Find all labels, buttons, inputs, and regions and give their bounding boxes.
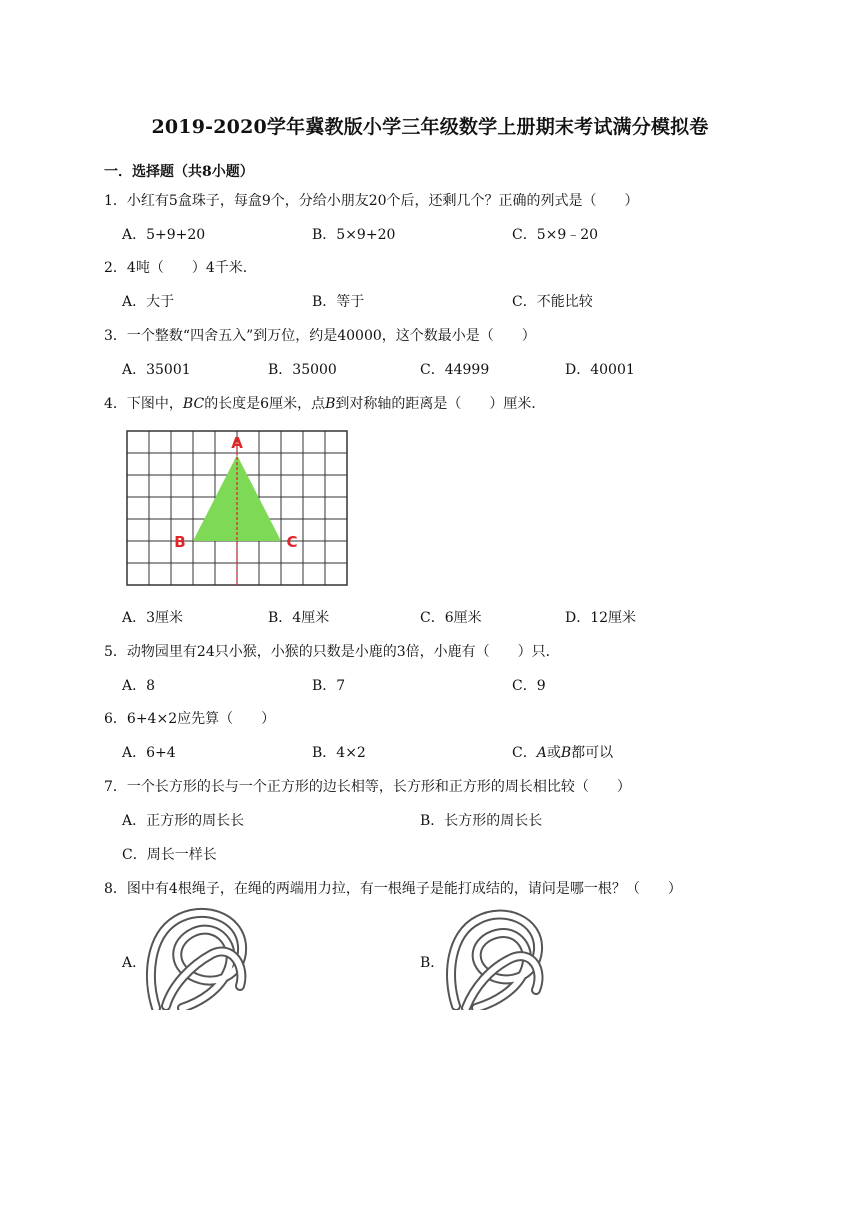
rope-knot-a-image: [142, 906, 250, 1010]
q1-option-a: A．5+9+20: [122, 227, 206, 243]
question-number: 4．: [104, 396, 127, 412]
question-7: [104, 776, 631, 796]
q3-option-b: B．35000: [268, 362, 337, 378]
q7-option-a: A．正方形的周长长: [122, 813, 245, 829]
question-8: [104, 878, 682, 898]
question-text: 一个整数“四舍五入”到万位，约是40000，这个数最小是（ ）: [126, 328, 536, 344]
q2-option-c: C．不能比较: [512, 294, 593, 310]
question-1: [104, 190, 639, 210]
question-text: 图中有4根绳子，在绳的两端用力拉，有一根绳子是能打成结的，请问是哪一根？（ ）: [126, 881, 682, 897]
vertex-label-a: A: [231, 434, 243, 452]
q6-option-b: B．4×2: [312, 745, 366, 761]
question-text: 6+4×2应先算（ ）: [126, 711, 276, 727]
point-label: B: [325, 396, 336, 412]
q5-option-a: A．8: [122, 678, 156, 694]
rope-knot-b-image: [440, 906, 548, 1010]
question-text-pre: 下图中，: [126, 396, 183, 412]
question-text: 小红有5盒珠子，每盒9个，分给小朋友20个后，还剩几个？正确的列式是（ ）: [126, 193, 639, 209]
option-c-prefix: C．: [512, 745, 537, 761]
q4-option-c: C．6厘米: [420, 610, 482, 626]
segment-label: BC: [182, 396, 205, 412]
question-number: 7．: [104, 779, 127, 795]
question-number: 1．: [104, 193, 127, 209]
vertex-label-b: B: [174, 533, 186, 551]
option-c-mid: 或: [546, 745, 561, 761]
q4-option-a: A．3厘米: [122, 610, 184, 626]
q4-option-d: D．12厘米: [565, 610, 637, 626]
question-number: 8．: [104, 881, 127, 897]
q3-option-d: D．40001: [565, 362, 635, 378]
q6-option-a: A．6+4: [122, 745, 176, 761]
q3-option-c: C．44999: [420, 362, 490, 378]
q5-option-b: B．7: [312, 678, 346, 694]
q7-option-b: B．长方形的周长长: [420, 813, 543, 829]
q6-option-c: [512, 742, 613, 762]
question-number: 6．: [104, 711, 127, 727]
question-2: [104, 257, 257, 277]
q2-option-b: B．等于: [312, 294, 365, 310]
q5-option-c: C．9: [512, 678, 546, 694]
question-number: 5．: [104, 644, 127, 660]
q2-option-a: A．大于: [122, 294, 175, 310]
option-c-var-b: B: [560, 745, 572, 761]
question-number: 2．: [104, 260, 127, 276]
q3-option-a: A．35001: [122, 362, 191, 378]
q8-option-a: A．: [122, 955, 147, 971]
question-6: [104, 708, 275, 728]
question-3: [104, 325, 536, 345]
question-text-mid: 的长度是6厘米，点: [204, 396, 326, 412]
question-5: [104, 641, 560, 661]
question-text: 4吨（ ）4千米．: [126, 260, 257, 276]
page-title: 2019-2020学年冀教版小学三年级数学上册期末考试满分模拟卷: [151, 116, 709, 138]
question-number: 3．: [104, 328, 127, 344]
option-c-var-a: A: [536, 745, 547, 761]
section-heading: 一．选择题（共8小题）: [104, 164, 254, 180]
q8-option-b: B．: [420, 955, 445, 971]
q7-option-c: C．周长一样长: [122, 847, 217, 863]
question-text: 动物园里有24只小猴，小猴的只数是小鹿的3倍，小鹿有（ ）只．: [126, 644, 560, 660]
q4-option-b: B．4厘米: [268, 610, 330, 626]
question-text: 一个长方形的长与一个正方形的边长相等，长方形和正方形的周长相比较（ ）: [126, 779, 631, 795]
vertex-label-c: C: [286, 533, 298, 551]
q1-option-c: C．5×9﹣20: [512, 227, 599, 243]
question-text-post: 到对称轴的距离是（ ）厘米．: [335, 396, 546, 412]
grid-triangle-figure: [124, 428, 350, 590]
question-4: [104, 393, 545, 413]
q1-option-b: B．5×9+20: [312, 227, 396, 243]
option-c-post: 都可以: [571, 745, 614, 761]
